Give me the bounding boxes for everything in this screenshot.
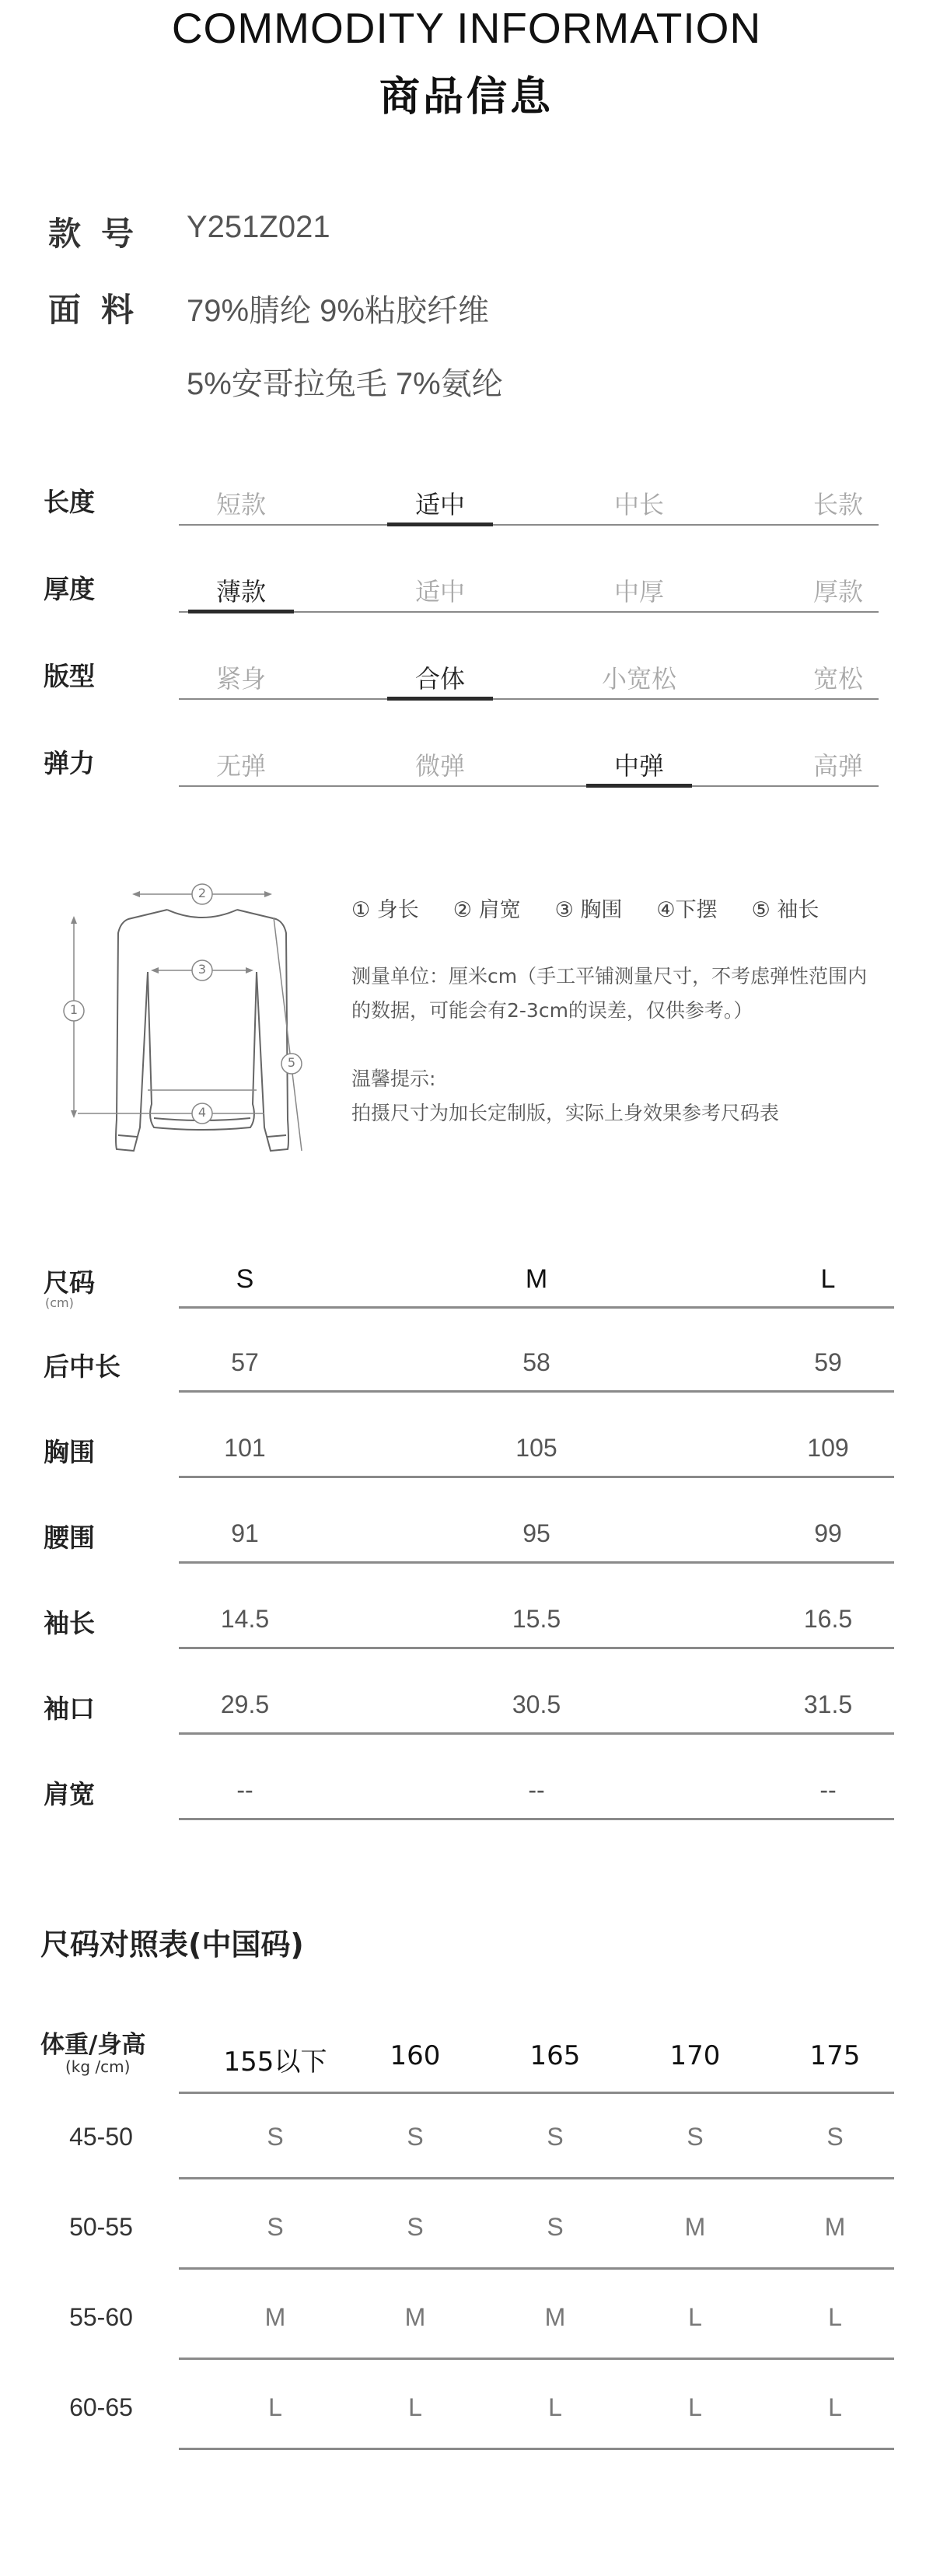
attribute-option-selected: 中弹 (613, 751, 664, 781)
attribute-label: 厚度 (44, 574, 95, 604)
attribute-option: 适中 (414, 577, 465, 606)
table-divider (179, 1390, 894, 1393)
page-title-en: COMMODITY INFORMATION (171, 4, 762, 52)
size-reference-cell: S (267, 2213, 284, 2241)
size-cell: 15.5 (512, 1605, 561, 1633)
size-reference-cell: M (684, 2213, 706, 2241)
attribute-option: 宽松 (812, 664, 863, 694)
size-row-label: 腰围 (44, 1522, 95, 1553)
height-column-header: 170 (669, 2040, 721, 2071)
size-cell: -- (236, 1776, 253, 1804)
size-reference-cell: M (404, 2303, 426, 2331)
attribute-label: 弹力 (44, 748, 95, 778)
legend-item: ⑤ 袖长 (751, 898, 819, 922)
size-cell: 99 (814, 1519, 842, 1547)
legend-item: ③ 胸围 (554, 898, 623, 922)
table-divider (179, 2448, 894, 2450)
table-divider (179, 1732, 894, 1735)
table-divider (179, 2177, 894, 2179)
size-row-label: 胸围 (44, 1437, 95, 1467)
attribute-option: 小宽松 (601, 664, 676, 694)
diagram-marker-5: 5 (287, 1055, 296, 1070)
attribute-selected-underline (188, 610, 294, 613)
size-reference-cell: L (408, 2393, 422, 2421)
unit-note-line2: 的数据，可能会有2-3cm的误差，仅供参考。） (351, 999, 753, 1022)
table-divider (179, 2267, 894, 2270)
attribute-option: 厚款 (812, 577, 863, 606)
size-table-header-label: 尺码 (44, 1267, 95, 1298)
height-column-header: 165 (529, 2040, 581, 2071)
attribute-option-selected: 合体 (414, 664, 465, 694)
size-cell: 30.5 (512, 1690, 561, 1718)
legend-item: ② 肩宽 (453, 898, 521, 922)
attribute-option-selected: 薄款 (215, 577, 266, 606)
attribute-divider (179, 785, 879, 787)
attribute-option: 微弹 (414, 751, 465, 781)
unit-note (351, 959, 896, 1028)
size-row-label: 袖长 (44, 1608, 95, 1638)
size-reference-cell: S (826, 2123, 844, 2151)
attribute-option-selected: 适中 (414, 490, 465, 519)
size-cell: 57 (231, 1348, 259, 1376)
table-divider (179, 1561, 894, 1564)
size-table-unit: (cm) (45, 1295, 74, 1310)
attribute-selected-underline (387, 697, 493, 701)
unit-note-line1: 测量单位：厘米cm（手工平铺测量尺寸，不考虑弹性范围内 (351, 965, 868, 987)
size-reference-cell: M (824, 2213, 846, 2241)
size-reference-cell: S (547, 2123, 564, 2151)
legend-item: ① 身长 (351, 898, 419, 922)
size-cell: -- (819, 1776, 837, 1804)
table-divider (179, 1647, 894, 1649)
size-column-header: L (820, 1264, 836, 1294)
size-cell: 14.5 (220, 1605, 270, 1633)
size-reference-cell: M (544, 2303, 566, 2331)
size-reference-cell: M (264, 2303, 286, 2331)
tip-note (351, 1062, 896, 1131)
size-cell: 91 (231, 1519, 259, 1547)
table-divider (179, 1306, 894, 1309)
height-column-header: 175 (809, 2040, 861, 2071)
weight-row-label: 45-50 (69, 2123, 133, 2151)
garment-measurement-diagram (31, 871, 327, 1182)
attribute-option: 紧身 (215, 664, 266, 694)
size-cell: 58 (522, 1348, 550, 1376)
size-reference-cell: L (688, 2393, 702, 2421)
legend-item: ④下摆 (656, 898, 718, 922)
size-reference-cell: L (548, 2393, 562, 2421)
table-divider (179, 1818, 894, 1820)
weight-row-label: 60-65 (69, 2393, 133, 2421)
diagram-marker-2: 2 (197, 886, 207, 900)
style-number-value: Y251Z021 (187, 210, 330, 244)
size-cell: 95 (522, 1519, 550, 1547)
size-cell: 105 (515, 1434, 557, 1462)
size-cell: -- (528, 1776, 545, 1804)
size-reference-cell: S (687, 2123, 704, 2151)
size-cell: 16.5 (803, 1605, 853, 1633)
weight-row-label: 50-55 (69, 2213, 133, 2241)
size-column-header: S (236, 1264, 254, 1294)
size-reference-cell: S (547, 2213, 564, 2241)
table-divider (179, 2358, 894, 2360)
attribute-selected-underline (387, 523, 493, 526)
measurement-legend (351, 893, 853, 923)
attribute-option: 无弹 (215, 751, 266, 781)
diagram-marker-1: 1 (69, 1002, 79, 1017)
attribute-label: 版型 (44, 661, 95, 691)
attribute-divider (179, 524, 879, 526)
size-cell: 59 (814, 1348, 842, 1376)
attribute-divider (179, 698, 879, 700)
attribute-selected-underline (586, 784, 692, 788)
size-cell: 109 (807, 1434, 849, 1462)
size-cell: 31.5 (803, 1690, 853, 1718)
size-row-label: 后中长 (44, 1351, 121, 1382)
size-reference-cell: S (407, 2213, 424, 2241)
size-reference-cell: L (268, 2393, 282, 2421)
table-divider (179, 1476, 894, 1478)
height-column-header: 160 (390, 2040, 441, 2071)
fabric-label: 面料 (48, 291, 155, 329)
reference-corner-label: 体重/身高 (40, 2031, 146, 2059)
fabric-composition-line1: 79%腈纶 9%粘胶纤维 (187, 294, 489, 328)
height-column-header: 155以下 (223, 2046, 327, 2078)
attribute-option: 短款 (215, 490, 266, 519)
size-reference-cell: L (828, 2303, 842, 2331)
size-reference-cell: S (407, 2123, 424, 2151)
reference-corner-unit: (kg /cm) (65, 2057, 131, 2076)
size-reference-cell: L (828, 2393, 842, 2421)
size-cell: 101 (224, 1434, 266, 1462)
page-title-cn: 商品信息 (379, 74, 554, 121)
attribute-option: 中厚 (613, 577, 664, 606)
tip-text: 拍摄尺寸为加长定制版，实际上身效果参考尺码表 (351, 1102, 780, 1124)
attribute-label: 长度 (44, 487, 95, 517)
attribute-option: 高弹 (812, 751, 863, 781)
size-row-label: 袖口 (44, 1693, 95, 1724)
fabric-composition-line2: 5%安哥拉兔毛 7%氨纶 (187, 367, 503, 401)
weight-row-label: 55-60 (69, 2303, 133, 2331)
size-reference-cell: L (688, 2303, 702, 2331)
table-divider (179, 2092, 894, 2094)
style-number-label: 款号 (48, 215, 155, 253)
tip-title: 温馨提示: (351, 1068, 436, 1090)
size-row-label: 肩宽 (44, 1779, 95, 1809)
diagram-marker-4: 4 (197, 1105, 207, 1120)
diagram-marker-3: 3 (197, 962, 207, 977)
reference-table-title: 尺码对照表(中国码) (40, 1928, 304, 1962)
size-reference-cell: S (267, 2123, 284, 2151)
attribute-option: 长款 (812, 490, 863, 519)
attribute-option: 中长 (613, 490, 664, 519)
size-cell: 29.5 (220, 1690, 270, 1718)
size-column-header: M (525, 1264, 548, 1294)
